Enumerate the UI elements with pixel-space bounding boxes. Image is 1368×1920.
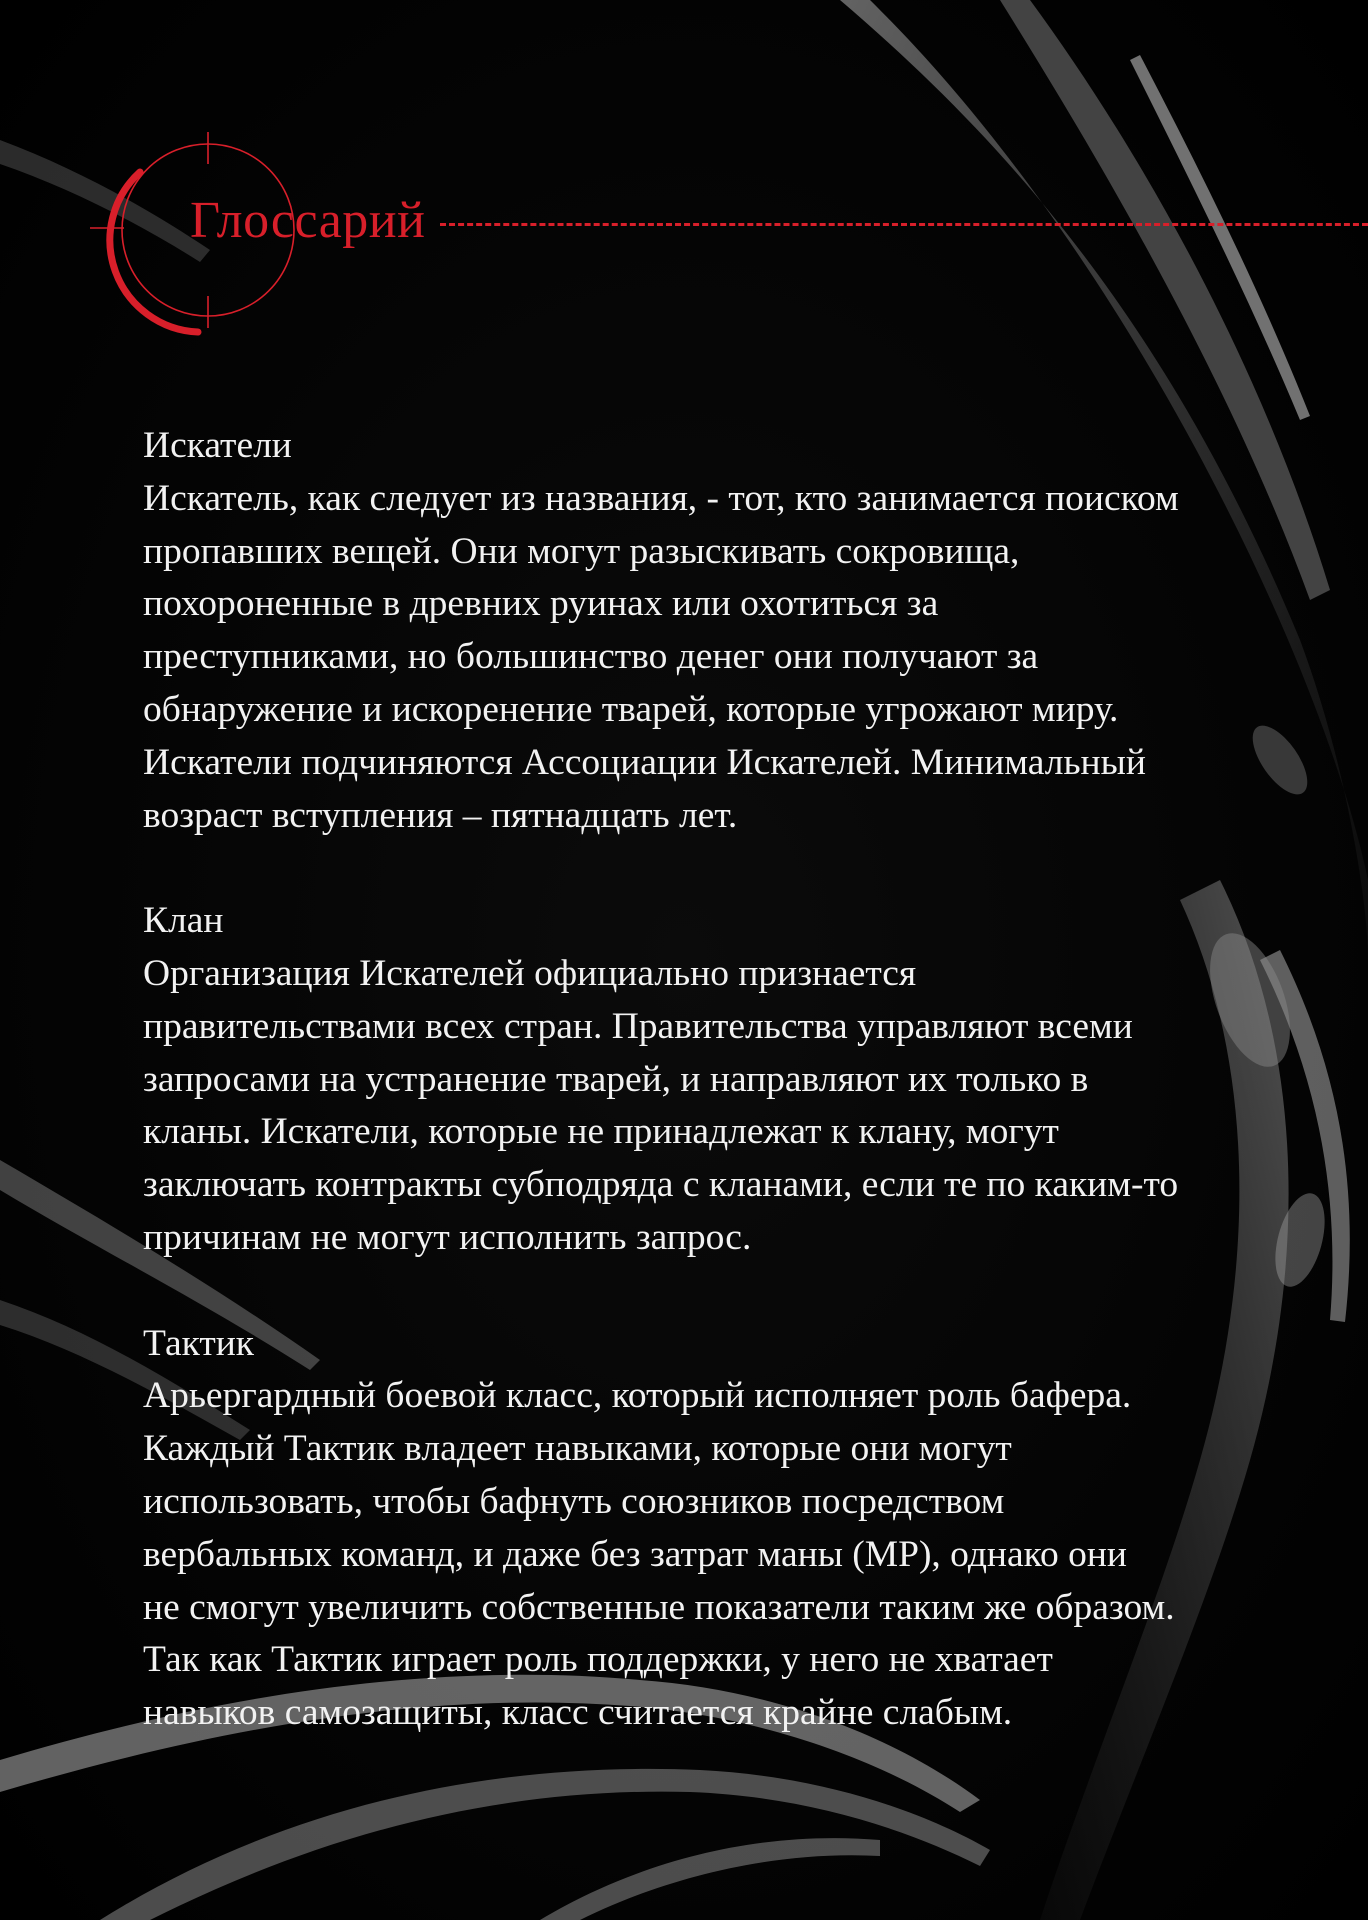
page-header — [0, 0, 1368, 360]
entry-term: Тактик — [143, 1322, 255, 1364]
definition-line: заключать контракты субподряда с кланами, если те по каким-то — [143, 1164, 1179, 1206]
definition-line: Искатель, как следует из названия, - тот, кто занимается поиском — [143, 477, 1179, 519]
entry-definition — [143, 1370, 1273, 1740]
glossary-entry-clan — [143, 895, 1273, 1265]
definition-line: причинам не могут исполнить запрос. — [143, 1216, 752, 1258]
definition-line: Организация Искателей официально признается — [143, 952, 917, 994]
glossary-entry-seekers — [143, 420, 1273, 842]
definition-line: обнаружение и искоренение тварей, которые угрожают миру. — [143, 688, 1119, 730]
definition-line: Так как Тактик играет роль поддержки, у него не хватает — [143, 1639, 1053, 1681]
definition-line: вербальных команд, и даже без затрат маны (MP), однако они — [143, 1533, 1127, 1575]
definition-line: запросами на устранение тварей, и направляют их только в — [143, 1058, 1089, 1100]
title-dashed-rule — [440, 223, 1368, 226]
entry-definition — [143, 473, 1273, 843]
definition-line: преступниками, но большинство денег они получают за — [143, 636, 1039, 678]
definition-line: Искатели подчиняются Ассоциации Искателей. Минимальный — [143, 741, 1146, 783]
page-title: Глоссарий — [190, 192, 426, 249]
definition-line: пропавших вещей. Они могут разыскивать сокровища, — [143, 530, 1020, 572]
definition-line: не смогут увеличить собственные показатели таким же образом. — [143, 1586, 1175, 1628]
entry-term: Искатели — [143, 425, 292, 466]
definition-line: похороненные в древних руинах или охотиться за — [143, 583, 939, 625]
definition-line: навыков самозащиты, класс считается крайне слабым. — [143, 1692, 1013, 1734]
definition-line: использовать, чтобы бафнуть союзников посредством — [143, 1480, 1005, 1522]
definition-line: Арьергардный боевой класс, который исполняет роль бафера. — [143, 1375, 1132, 1417]
definition-line: возраст вступления – пятнадцать лет. — [143, 794, 738, 836]
entry-term: Клан — [143, 900, 224, 942]
definition-line: кланы. Искатели, которые не принадлежат к клану, могут — [143, 1111, 1059, 1153]
definition-line: правительствами всех стран. Правительства управляют всеми — [143, 1005, 1133, 1047]
glossary-entry-tactician — [143, 1318, 1273, 1740]
glossary-content — [143, 420, 1273, 1793]
entry-definition — [143, 948, 1273, 1265]
definition-line: Каждый Тактик владеет навыками, которые они могут — [143, 1428, 1012, 1470]
